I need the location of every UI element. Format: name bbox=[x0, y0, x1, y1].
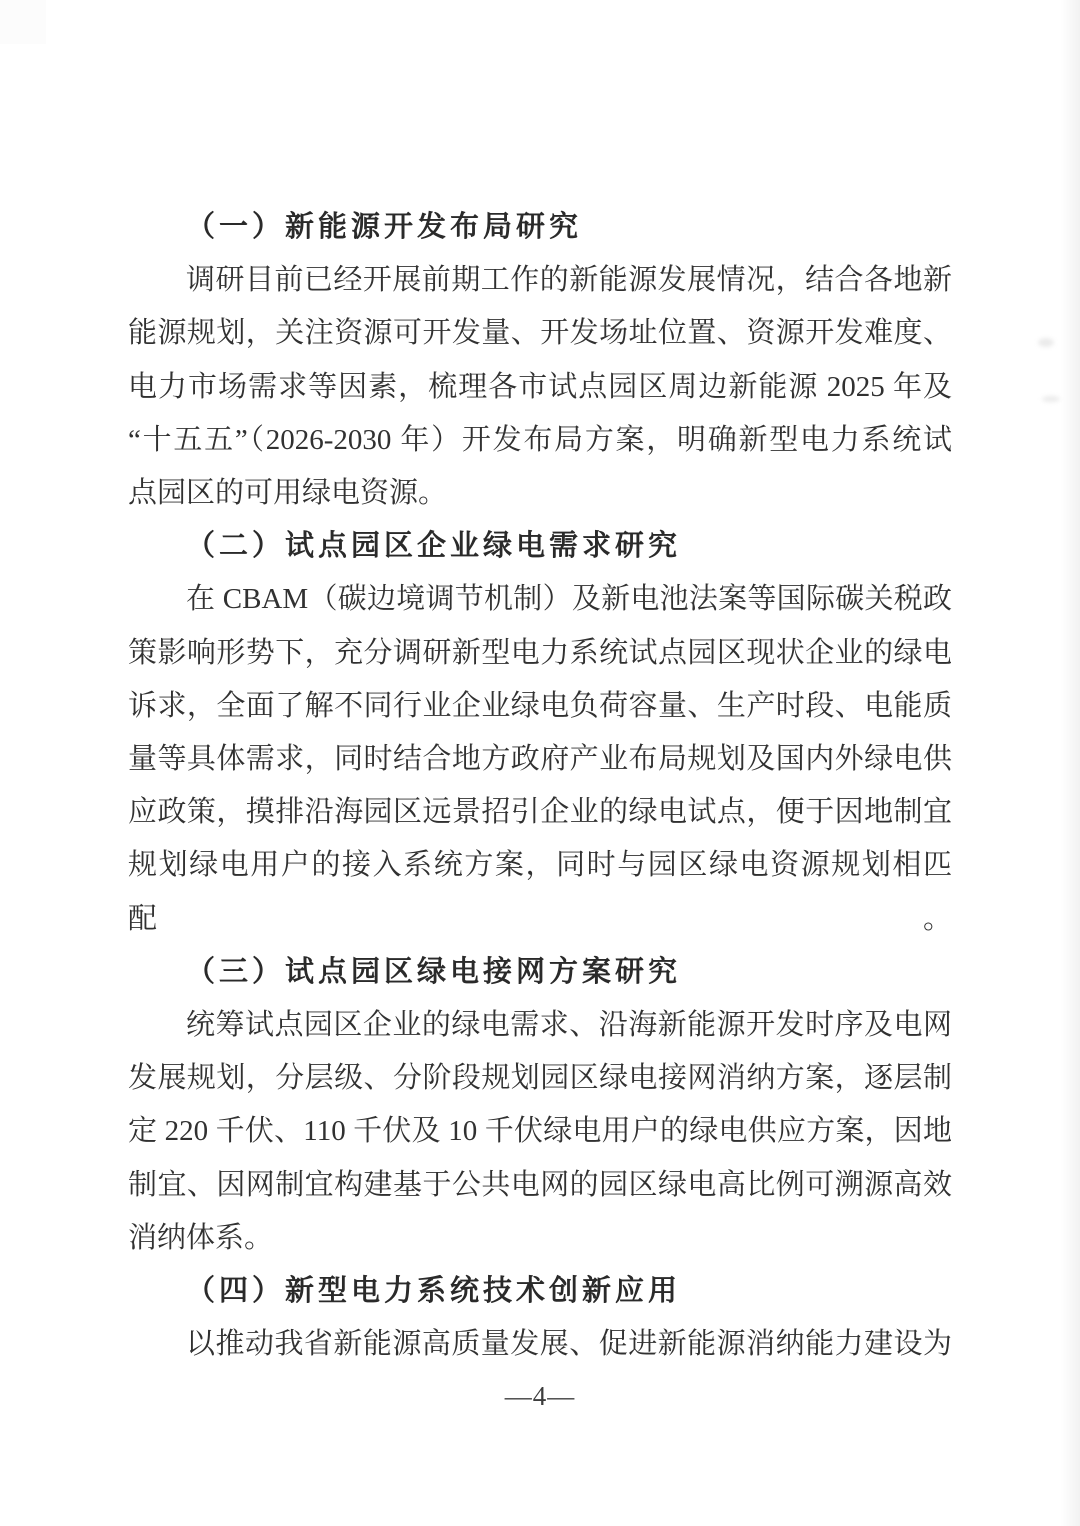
body-line: 规划绿电用户的接入系统方案，同时与园区绿电资源规划相匹配。 bbox=[128, 849, 952, 935]
scan-artifact bbox=[0, 0, 46, 44]
section-heading-1: （一）新能源开发布局研究 bbox=[186, 211, 583, 243]
section-heading-2: （二）试点园区企业绿电需求研究 bbox=[186, 530, 682, 563]
body-line: 点园区的可用绿电资源。 bbox=[128, 477, 448, 510]
page-number: —4— bbox=[504, 1381, 576, 1411]
body-line: 调研目前已经开展前期工作的新能源发展情况，结合各地新 bbox=[186, 264, 952, 297]
section-heading-3: （三）试点园区绿电接网方案研究 bbox=[186, 955, 682, 988]
scan-edge-shadow bbox=[1060, 0, 1080, 1526]
body-line: 电力市场需求等因素，梳理各市试点园区周边新能源 2025 年及 bbox=[128, 370, 952, 403]
body-line: 统筹试点园区企业的绿电需求、沿海新能源开发时序及电网 bbox=[186, 1009, 952, 1042]
body-line: 定 220 千伏、110 千伏及 10 千伏绿电用户的绿电供应方案，因地 bbox=[128, 1115, 952, 1148]
body-line: 策影响形势下，充分调研新型电力系统试点园区现状企业的绿电 bbox=[128, 636, 952, 669]
scan-artifact bbox=[1038, 338, 1054, 347]
scan-artifact bbox=[1042, 396, 1060, 402]
body-line: 在 CBAM（碳边境调节机制）及新电池法案等国际碳关税政 bbox=[186, 583, 952, 616]
body-line: 发展规划，分层级、分阶段规划园区绿电接网消纳方案，逐层制 bbox=[128, 1062, 952, 1095]
body-line: 消纳体系。 bbox=[128, 1221, 274, 1254]
section-heading-4: （四）新型电力系统技术创新应用 bbox=[186, 1275, 682, 1308]
body-line: 制宜、因网制宜构建基于公共电网的园区绿电高比例可溯源高效 bbox=[128, 1168, 952, 1201]
body-line: 量等具体需求，同时结合地方政府产业布局规划及国内外绿电供 bbox=[128, 743, 952, 776]
body-line: “十五五”（2026-2030 年）开发布局方案，明确新型电力系统试 bbox=[128, 423, 952, 456]
body-line: 诉求，全面了解不同行业企业绿电负荷容量、生产时段、电能质 bbox=[128, 689, 952, 722]
document-body bbox=[128, 201, 952, 1371]
body-line: 能源规划，关注资源可开发量、开发场址位置、资源开发难度、 bbox=[128, 317, 952, 350]
body-line: 以推动我省新能源高质量发展、促进新能源消纳能力建设为 bbox=[186, 1328, 952, 1361]
body-line: 应政策，摸排沿海园区远景招引企业的绿电试点，便于因地制宜 bbox=[128, 796, 952, 829]
